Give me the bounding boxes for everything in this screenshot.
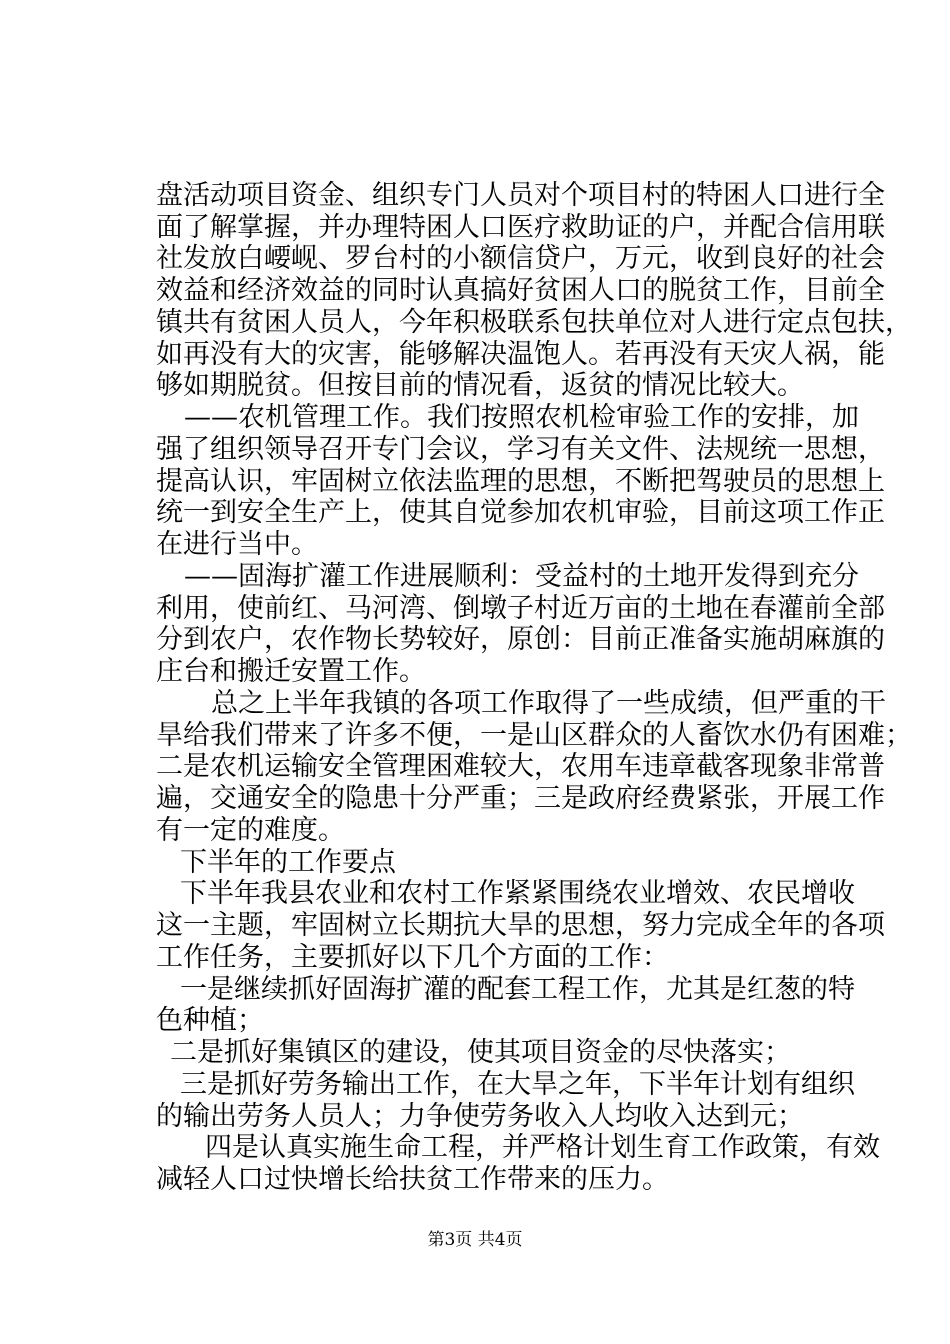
text-line: 社发放白崾岘、罗台村的小额信贷户，万元，收到良好的社会 — [156, 243, 885, 275]
text-line: 三是抓好劳务输出工作，在大旱之年，下半年计划有组织 — [180, 1068, 855, 1100]
text-line: 有一定的难度。 — [156, 814, 345, 846]
text-line: 遍，交通安全的隐患十分严重；三是政府经费紧张，开展工作 — [156, 783, 885, 815]
text-line: 二是农机运输安全管理困难较大，农用车违章截客现象非常普 — [156, 751, 885, 783]
text-line: 的输出劳务人员人；力争使劳务收入人均收入达到元； — [156, 1100, 804, 1132]
text-line: ——农机管理工作。我们按照农机检审验工作的安排，加 — [184, 402, 859, 434]
text-line: 色种植； — [156, 1005, 264, 1037]
page-number-footer: 第3页 共4页 — [427, 1230, 523, 1250]
text-line: 在进行当中。 — [156, 529, 318, 561]
text-line: 面了解掌握，并办理特困人口医疗救助证的户，并配合信用联 — [156, 211, 885, 243]
text-line: 下半年我县农业和农村工作紧紧围绕农业增效、农民增收 — [180, 878, 855, 910]
text-line: 庄台和搬迁安置工作。 — [156, 656, 426, 688]
text-line: 盘活动项目资金、组织专门人员对个项目村的特困人口进行全 — [156, 180, 885, 211]
text-line: 利用，使前红、马河湾、倒墩子村近万亩的土地在春灌前全部 — [156, 592, 885, 624]
text-line: 如再没有大的灾害，能够解决温饱人。若再没有天灾人祸，能 — [156, 338, 885, 370]
text-line: 二是抓好集镇区的建设，使其项目资金的尽快落实； — [170, 1037, 791, 1069]
text-line: 够如期脱贫。但按目前的情况看，返贫的情况比较大。 — [156, 370, 804, 402]
text-line: 工作任务，主要抓好以下几个方面的工作： — [156, 941, 669, 973]
text-line: 总之上半年我镇的各项工作取得了一些成绩，但严重的干 — [211, 687, 886, 719]
text-line: 一是继续抓好固海扩灌的配套工程工作，尤其是红葱的特 — [180, 973, 855, 1005]
text-line: 提高认识，牢固树立依法监理的思想，不断把驾驶员的思想上 — [156, 465, 885, 497]
text-line: 效益和经济效益的同时认真搞好贫困人口的脱贫工作，目前全 — [156, 275, 885, 307]
text-line: 统一到安全生产上，使其自觉参加农机审验，目前这项工作正 — [156, 497, 885, 529]
text-line: 这一主题，牢固树立长期抗大旱的思想，努力完成全年的各项 — [156, 910, 885, 942]
text-line: 强了组织领导召开专门会议，学习有关文件、法规统一思想， — [156, 433, 885, 465]
text-line: 四是认真实施生命工程，并严格计划生育工作政策，有效 — [205, 1132, 880, 1164]
text-line: 镇共有贫困人员人，今年积极联系包扶单位对人进行定点包扶， — [156, 306, 912, 338]
text-line: 分到农户，农作物长势较好，原创：目前正准备实施胡麻旗的 — [156, 624, 885, 656]
text-line: ——固海扩灌工作进展顺利：受益村的土地开发得到充分 — [184, 560, 859, 592]
text-line: 减轻人口过快增长给扶贫工作带来的压力。 — [156, 1164, 669, 1195]
section-heading: 下半年的工作要点 — [180, 846, 396, 878]
text-line: 旱给我们带来了许多不便，一是山区群众的人畜饮水仍有困难； — [156, 719, 912, 751]
